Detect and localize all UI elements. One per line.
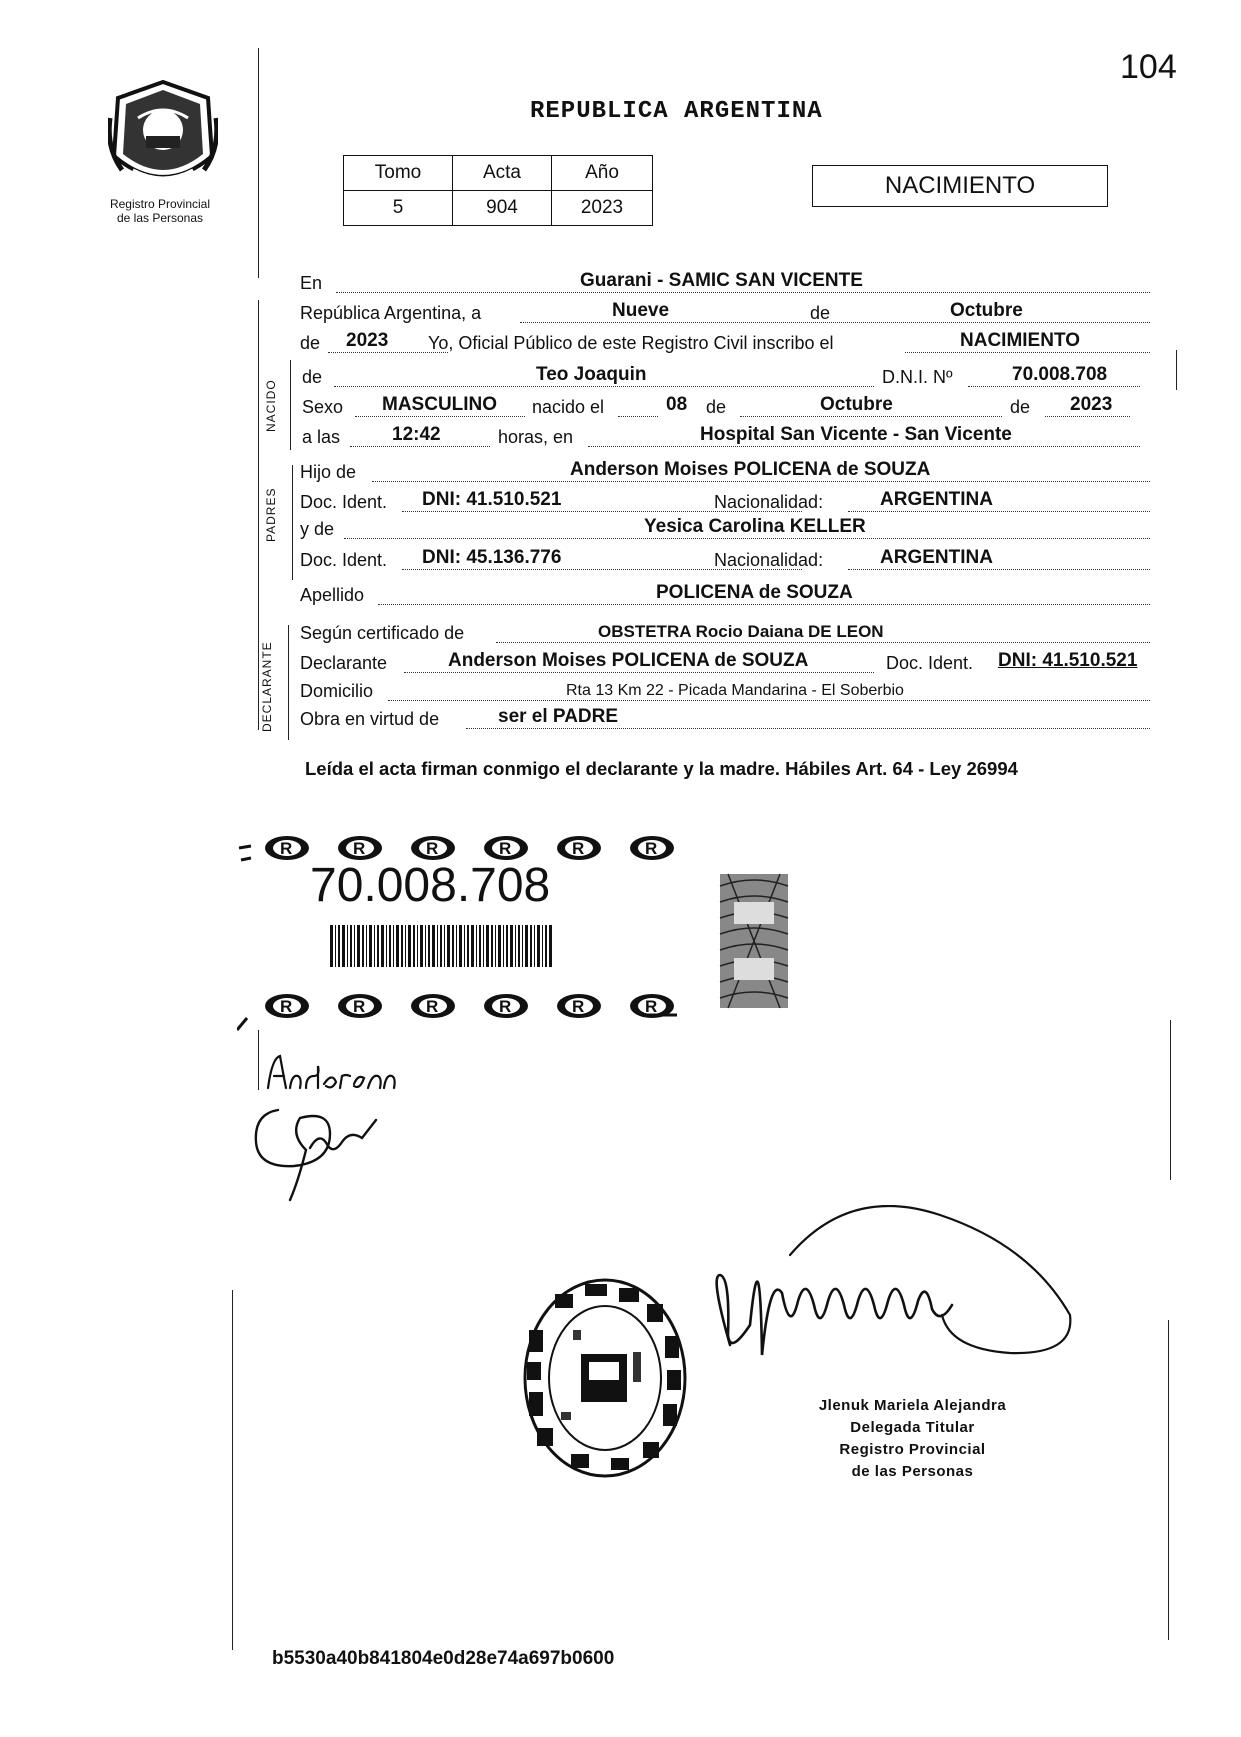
birth-year-value: 2023 (1070, 394, 1113, 415)
father-nationality-value: ARGENTINA (880, 489, 993, 510)
official-signature (690, 1205, 1085, 1365)
svg-text:R: R (645, 839, 658, 858)
de-label: de (1010, 397, 1031, 417)
office-label-line2: de las Personas (116, 211, 204, 225)
nacionalidad-label: Nacionalidad: (714, 550, 824, 570)
registry-value-row (344, 191, 653, 226)
sexo-label: Sexo (302, 397, 344, 417)
birth-place-value: Hospital San Vicente - San Vicente (700, 424, 1012, 445)
alas-label: a las (302, 427, 341, 447)
birth-day-value: 08 (666, 394, 688, 415)
row-birth-place (300, 422, 1150, 450)
row-obra (300, 704, 1150, 732)
child-name-value: Teo Joaquin (536, 364, 647, 385)
dotted-line (520, 322, 1150, 323)
official-name: Jlenuk Mariela Alejandra (818, 1397, 1007, 1414)
anio-value: 2023 (552, 191, 653, 226)
year-value: 2023 (346, 330, 389, 351)
apellido-label: Apellido (300, 585, 365, 605)
right-margin-rule (1168, 1320, 1169, 1640)
side-label-padres: PADRES (264, 487, 278, 542)
dotted-line (848, 569, 1150, 570)
declarante-doc-value: DNI: 41.510.521 (998, 650, 1138, 671)
record-type-box: NACIMIENTO (812, 165, 1108, 207)
tomo-header: Tomo (344, 156, 453, 191)
declarante-label: Declarante (300, 653, 388, 673)
birth-month-value: Octubre (820, 394, 893, 415)
dotted-line (905, 352, 1150, 353)
row-certificado (300, 618, 1150, 646)
row-declarante (300, 648, 1150, 676)
child-dni-value: 70.008.708 (1012, 364, 1108, 385)
obra-label: Obra en virtud de (300, 709, 440, 729)
dotted-line (496, 642, 1150, 643)
dni-number-large: 70.008.708 (310, 859, 551, 912)
svg-text:R: R (280, 839, 293, 858)
official-signature-block (780, 1395, 1045, 1483)
document-title: REPUBLICA ARGENTINA (530, 98, 823, 125)
dni-label: D.N.I. Nº (882, 367, 953, 387)
row-mother-doc (300, 545, 1150, 573)
father-doc-value: DNI: 41.510.521 (422, 489, 562, 510)
en-label: En (300, 273, 323, 293)
registry-table (343, 155, 653, 226)
nacido-label: nacido el (532, 397, 605, 417)
official-title: Delegada Titular (850, 1419, 975, 1436)
official-office: Registro Provincial (839, 1441, 986, 1458)
misiones-crest-logo (108, 78, 218, 196)
closing-statement: Leída el acta firman conmigo el declarante y la madre. Hábiles Art. 64 - Ley 26994 (305, 758, 1018, 779)
doc-label: Doc. Ident. (300, 550, 388, 570)
dotted-line (466, 728, 1150, 729)
section-bracket (290, 360, 291, 450)
doc-label: Doc. Ident. (300, 492, 388, 512)
obra-value: ser el PADRE (498, 706, 619, 727)
birth-time-value: 12:42 (392, 424, 441, 445)
row-father (300, 457, 1150, 485)
right-margin-rule (1176, 350, 1177, 390)
tomo-value: 5 (344, 191, 453, 226)
left-margin-rule (258, 48, 259, 278)
dotted-line (336, 292, 1150, 293)
official-stamp (515, 1270, 690, 1485)
side-label-declarante: DECLARANTE (260, 641, 274, 732)
act-type-value: NACIMIENTO (960, 330, 1080, 351)
document-hash: b5530a40b841804e0d28e74a697b0600 (272, 1648, 615, 1669)
side-label-nacido: NACIDO (264, 379, 278, 432)
domicilio-value: Rta 13 Km 22 - Picada Mandarina - El Soberbio (566, 682, 904, 699)
row-apellido (300, 580, 1150, 608)
declarante-value: Anderson Moises POLICENA de SOUZA (448, 650, 809, 671)
section-bracket (288, 625, 289, 740)
office-label (90, 197, 230, 225)
dotted-line (848, 511, 1150, 512)
right-margin-rule (1170, 1020, 1171, 1180)
apellido-value: POLICENA de SOUZA (656, 582, 853, 603)
row-mother (300, 514, 1150, 542)
dotted-line (968, 386, 1140, 387)
nacionalidad-label: Nacionalidad: (714, 492, 824, 512)
page-number: 104 (1120, 48, 1177, 86)
dotted-line (355, 416, 525, 417)
place-value: Guarani - SAMIC SAN VICENTE (580, 270, 863, 291)
dotted-line (404, 672, 874, 673)
left-margin-rule (232, 1290, 233, 1650)
declarant-signature (250, 1090, 380, 1205)
acta-value: 904 (453, 191, 552, 226)
sexo-value: MASCULINO (382, 394, 498, 415)
mother-name-value: Yesica Carolina KELLER (644, 516, 866, 537)
day-value: Nueve (612, 300, 670, 321)
svg-text:R: R (499, 839, 512, 858)
dni-barcode (330, 925, 555, 967)
svg-text:R: R (572, 839, 585, 858)
office-label-line1: Registro Provincial (109, 197, 211, 211)
dotted-line (334, 386, 874, 387)
dotted-line (740, 416, 1002, 417)
row-domicilio (300, 676, 1150, 704)
republica-label: República Argentina, a (300, 303, 482, 323)
registry-header-row (344, 156, 653, 191)
decl-doc-label: Doc. Ident. (886, 653, 974, 673)
dotted-line (378, 604, 1150, 605)
dotted-line (618, 416, 658, 417)
svg-text:R: R (426, 839, 439, 858)
certificado-value: OBSTETRA Rocio Daiana DE LEON (598, 622, 884, 641)
month-value: Octubre (950, 300, 1023, 321)
anio-header: Año (552, 156, 653, 191)
statement-text: Yo, Oficial Público de este Registro Civil inscribo el (428, 333, 834, 353)
dotted-line (1045, 416, 1130, 417)
hijo-label: Hijo de (300, 462, 357, 482)
certificado-label: Según certificado de (300, 623, 465, 643)
mother-nationality-value: ARGENTINA (880, 547, 993, 568)
row-child (300, 362, 1150, 390)
left-margin-rule (258, 300, 259, 730)
row-en (300, 268, 1150, 296)
row-fecha-acta (300, 298, 1150, 326)
de-label: de (706, 397, 727, 417)
row-birth-date (300, 392, 1150, 420)
official-office-line2: de las Personas (851, 1463, 974, 1480)
horas-label: horas, en (498, 427, 574, 447)
acta-header: Acta (453, 156, 552, 191)
dotted-line (344, 538, 1150, 539)
section-bracket (292, 465, 293, 580)
dotted-line (388, 700, 1150, 701)
row-father-doc (300, 487, 1150, 515)
domicilio-label: Domicilio (300, 681, 374, 701)
dotted-line (350, 446, 490, 447)
yde-label: y de (300, 519, 335, 539)
father-name-value: Anderson Moises POLICENA de SOUZA (570, 459, 931, 480)
svg-text:R: R (353, 839, 366, 858)
de-label: de (810, 303, 831, 323)
de-label: de (300, 333, 321, 353)
hologram-seal (718, 872, 790, 1010)
mother-doc-value: DNI: 45.136.776 (422, 547, 562, 568)
dotted-line (372, 481, 1150, 482)
de-label: de (302, 367, 323, 387)
row-statement (300, 328, 1150, 356)
dotted-line (588, 446, 1140, 447)
